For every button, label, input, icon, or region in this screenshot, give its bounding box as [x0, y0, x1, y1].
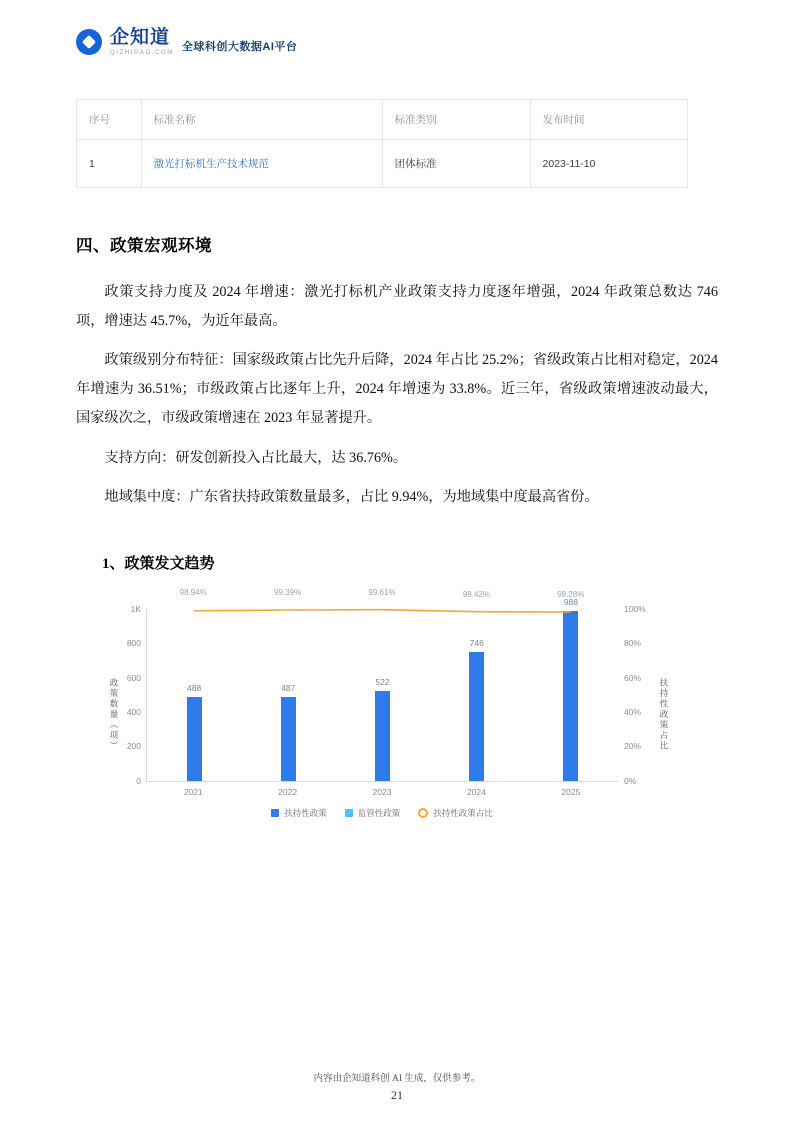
legend-item-ratio[interactable] [418, 807, 493, 819]
cell-seq: 1 [77, 140, 142, 188]
brand-header [76, 0, 718, 56]
paragraph-policy-levels: 政策级别分布特征：国家级政策占比先升后降，2024 年占比 25.2%；省级政策占比相对稳定，2024 年增速为 36.51%；市级政策占比逐年上升，2024 年增速为 33.8%。近三年，省级政策增速波动最大，国家级次之，市级政策增速在 2023 年显著提升。 [76, 352, 718, 427]
table-header-row [77, 100, 688, 140]
diamond-shape [82, 35, 96, 49]
y-tick-left-1: 200 [126, 741, 141, 752]
section-title: 四、政策宏观环境 [76, 236, 212, 255]
logo-name-en: QIZHIDAO.COM [110, 50, 174, 56]
legend-label-regulatory: 监管性政策 [357, 807, 401, 818]
legend-label-support: 扶持性政策 [284, 807, 327, 818]
paragraph-support-direction: 支持方向：研发创新投入占比最大，达 36.76%。 [104, 449, 408, 466]
standards-table [76, 99, 688, 188]
policy-trend-chart [76, 587, 688, 835]
y-tick-left-5: 1K [130, 603, 141, 614]
subsection-title: 1、政策发文趋势 [102, 555, 215, 572]
paragraph-policy-strength: 政策支持力度及 2024 年增速：激光打标机产业政策支持力度逐年增强，2024 年政策总数达 746 项，增速达 45.7%，为近年最高。 [76, 284, 718, 330]
cell-date: 2023-11-10 [530, 140, 687, 188]
pct-label-2023: 99.61% [368, 587, 396, 597]
pct-label-2024: 98.42% [462, 589, 490, 599]
y-tick-right-4: 80% [624, 638, 642, 649]
legend-item-regulatory[interactable] [345, 807, 401, 819]
footer-disclaimer: 内容由企知道科创 AI 生成，仅供参考。 [313, 1074, 481, 1084]
x-tick-2024: 2024 [466, 786, 486, 797]
bar-value-2025: 988 [563, 596, 578, 607]
table-head [77, 100, 688, 140]
cell-category: 团体标准 [382, 140, 530, 188]
bar-value-2024: 746 [469, 638, 484, 649]
column-header-date: 发布时间 [530, 100, 687, 140]
y-tick-left-2: 400 [126, 706, 141, 717]
y-tick-right-3: 60% [624, 672, 642, 683]
column-header-seq: 序号 [77, 100, 142, 140]
paragraph-regional-concentration: 地域集中度：广东省扶持政策数量最多，占比 9.94%，为地域集中度最高省份。 [104, 488, 599, 505]
legend-label-ratio: 扶持性政策占比 [433, 807, 493, 818]
chart-y-axis-title: 政策数量（项） [109, 678, 119, 752]
legend-swatch-support-icon [271, 809, 279, 817]
legend-swatch-ratio-icon [418, 808, 428, 818]
bar-value-2023: 522 [375, 676, 390, 687]
logo-tagline: 全球科创大数据AI平台 [181, 41, 298, 53]
table-body [77, 140, 688, 188]
pct-label-2022: 99.39% [274, 587, 302, 597]
chart-x-axis-labels [146, 787, 618, 797]
bar-value-2022: 487 [281, 683, 296, 694]
y-tick-right-2: 40% [624, 706, 642, 717]
pct-label-2021: 98.94% [179, 587, 207, 597]
y-tick-left-4: 800 [126, 638, 141, 649]
logo-icon [76, 29, 102, 55]
x-tick-2022: 2022 [278, 786, 298, 797]
logo-name-cn: 企知道 [110, 27, 171, 48]
chart-y-axis-right-title: 扶持性政策占比 [659, 678, 669, 752]
y-tick-right-1: 20% [624, 741, 642, 752]
column-header-category: 标准类别 [382, 100, 530, 140]
line-path-support-ratio [194, 609, 571, 611]
column-header-name: 标准名称 [141, 100, 382, 140]
y-tick-right-0: 0% [624, 775, 637, 786]
y-tick-left-3: 600 [126, 672, 141, 683]
legend-item-support[interactable] [271, 807, 327, 819]
logo-text [110, 28, 174, 56]
standard-name-link[interactable]: 激光打标机生产技术规范 [153, 158, 270, 170]
cell-standard-name[interactable] [141, 140, 382, 188]
legend-swatch-regulatory-icon [345, 809, 353, 817]
page-number: 21 [391, 1088, 403, 1102]
percentage-line-series [147, 609, 618, 781]
pct-label-2025: 98.28% [557, 589, 585, 599]
y-tick-left-0: 0 [136, 775, 141, 786]
x-tick-2025: 2025 [561, 786, 581, 797]
chart-plot-area [126, 596, 646, 786]
x-tick-2021: 2021 [183, 786, 203, 797]
bar-value-2021: 488 [187, 682, 202, 693]
x-tick-2023: 2023 [372, 786, 392, 797]
y-tick-right-5: 100% [624, 603, 646, 614]
table-row [77, 140, 688, 188]
chart-legend [76, 807, 688, 819]
